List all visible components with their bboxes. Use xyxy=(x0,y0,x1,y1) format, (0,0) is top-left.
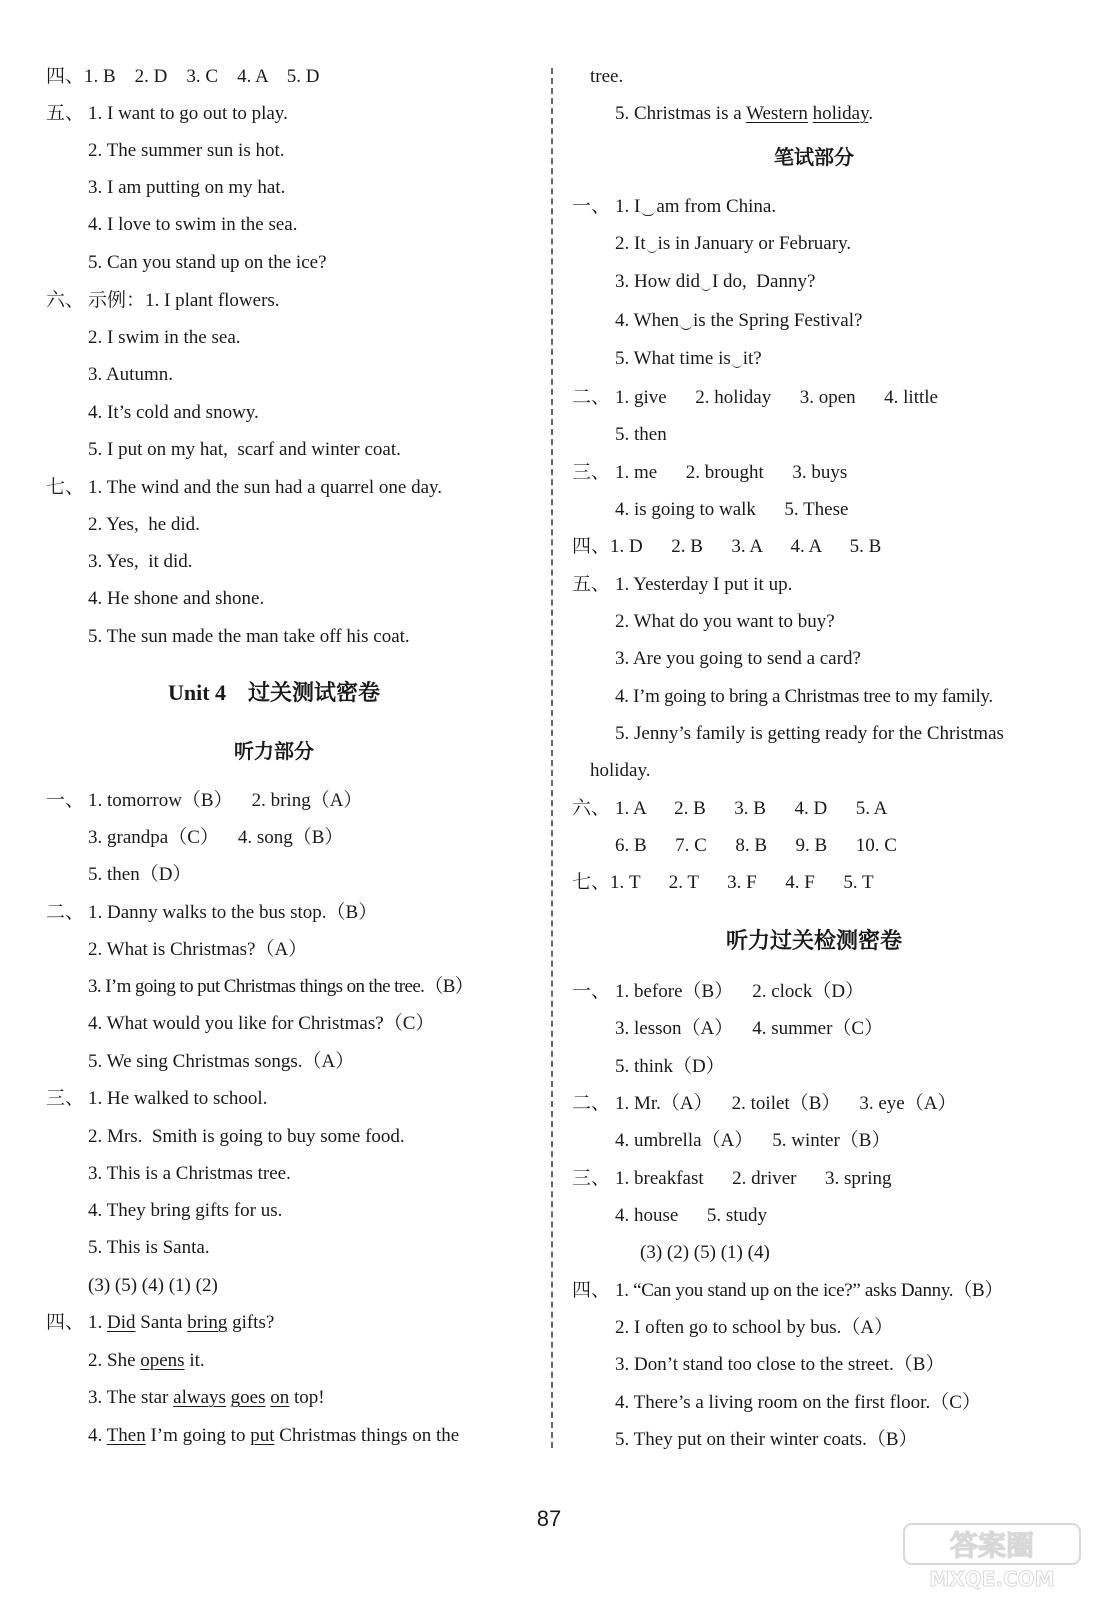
written-5-line: 3. Are you going to send a card? xyxy=(615,648,861,669)
written-5-continued: holiday. xyxy=(590,760,651,781)
listening-3-line: 5. This is Santa. xyxy=(88,1237,210,1258)
section-7-item: 4. He shone and shone. xyxy=(88,588,265,609)
written-2-line: 5. then xyxy=(615,424,667,445)
test-3-order: (3) (2) (5) (1) (4) xyxy=(640,1242,770,1263)
liaison-mark xyxy=(647,247,657,253)
test-1-line: 3. lesson（A） 4. summer（C） xyxy=(615,1018,884,1039)
listening-2-label: 二、 xyxy=(46,902,85,923)
listening-1-line: 5. then（D） xyxy=(88,864,192,885)
section-5-label: 五、 xyxy=(46,103,85,124)
listening-4-q3: 3. The star always goes on top! xyxy=(88,1387,325,1408)
underlined-word: always xyxy=(173,1387,226,1408)
written-1-q3: 3. How did I do, Danny? xyxy=(615,271,816,292)
underlined-word: holiday xyxy=(812,103,869,124)
test-1-line: 5. think（D） xyxy=(615,1056,725,1077)
underlined-word: on xyxy=(270,1387,290,1408)
section-5-item: 5. Can you stand up on the ice? xyxy=(88,252,327,273)
written-3-label: 三、 xyxy=(572,462,611,483)
test-3-label: 三、 xyxy=(572,1168,611,1189)
section-7-label: 七、 xyxy=(46,477,85,498)
listening-heading: 听力部分 xyxy=(234,741,314,763)
continued-tree: tree. xyxy=(590,66,624,87)
listening-2-line: 2. What is Christmas?（A） xyxy=(88,939,308,960)
section-7-item: 5. The sun made the man take off his coat. xyxy=(88,626,410,647)
written-heading: 笔试部分 xyxy=(774,147,854,169)
listening-4-q2: 2. She opens it. xyxy=(88,1350,205,1371)
written-5-line: 1. Yesterday I put it up. xyxy=(615,574,793,595)
section-7-item: 2. Yes, he did. xyxy=(88,514,200,535)
written-5-line: 2. What do you want to buy? xyxy=(615,611,835,632)
watermark-text: 答案圈 xyxy=(949,1529,1035,1562)
written-1-q2: 2. It is in January or February. xyxy=(615,233,852,254)
listening-2-line: 4. What would you like for Christmas?（C） xyxy=(88,1013,435,1034)
listening-4-q4: 4. Then I’m going to put Christmas things on the xyxy=(88,1425,460,1446)
test-4-label: 四、 xyxy=(572,1280,611,1301)
underlined-word: bring xyxy=(187,1312,228,1333)
written-1-q1: 1. I am from China. xyxy=(615,196,777,217)
listening-1-label: 一、 xyxy=(46,790,85,811)
test-1-label: 一、 xyxy=(572,981,611,1002)
liaison-mark xyxy=(732,362,742,368)
column-divider xyxy=(551,68,553,1448)
page-number: 87 xyxy=(536,1506,562,1531)
test-2-line: 1. Mr.（A） 2. toilet（B） 3. eye（A） xyxy=(615,1093,957,1114)
section-5-item: 3. I am putting on my hat. xyxy=(88,177,286,198)
written-2-line: 1. give 2. holiday 3. open 4. little xyxy=(615,387,938,408)
written-5-line: 4. I’m going to bring a Christmas tree to my family. xyxy=(615,686,993,707)
test-4-line: 3. Don’t stand too close to the street.（B） xyxy=(615,1354,945,1375)
written-3-line: 4. is going to walk 5. These xyxy=(615,499,849,520)
test-3-line: 4. house 5. study xyxy=(615,1205,767,1226)
watermark-logo xyxy=(902,1520,1082,1592)
written-1-label: 一、 xyxy=(572,196,611,217)
written-1-q4: 4. When is the Spring Festival? xyxy=(615,310,863,331)
test-3-line: 1. breakfast 2. driver 3. spring xyxy=(615,1168,892,1189)
listening-3-order: (3) (5) (4) (1) (2) xyxy=(88,1275,218,1296)
listening-2-line: 3. I’m going to put Christmas things on the tree.（B） xyxy=(88,976,474,997)
listening-3-line: 2. Mrs. Smith is going to buy some food. xyxy=(88,1126,405,1147)
test-2-label: 二、 xyxy=(572,1093,611,1114)
section-6-label: 六、 xyxy=(46,290,85,311)
unit-4-title: Unit 4 过关测试密卷 xyxy=(167,680,381,705)
section-6-item: 4. It’s cold and snowy. xyxy=(88,402,259,423)
listening-test-title: 听力过关检测密卷 xyxy=(725,928,902,953)
underlined-word: put xyxy=(250,1425,275,1446)
listening-1-line: 3. grandpa（C） 4. song（B） xyxy=(88,827,344,848)
listening-3-label: 三、 xyxy=(46,1088,85,1109)
section-5-item: 4. I love to swim in the sea. xyxy=(88,214,298,235)
written-7-answers: 七、1. T 2. T 3. F 4. F 5. T xyxy=(572,872,874,893)
test-4-line: 1. “Can you stand up on the ice?” asks Danny.（B） xyxy=(615,1280,1004,1301)
listening-3-line: 1. He walked to school. xyxy=(88,1088,268,1109)
section-4-answers: 四、1. B 2. D 3. C 4. A 5. D xyxy=(46,66,320,87)
written-4-answers: 四、1. D 2. B 3. A 4. A 5. B xyxy=(572,536,882,557)
continued-item-5: 5. Christmas is a Western holiday. xyxy=(615,103,874,124)
liaison-mark xyxy=(641,210,655,216)
written-6-line: 1. A 2. B 3. B 4. D 5. A xyxy=(615,798,888,819)
section-6-item: 5. I put on my hat, scarf and winter coat. xyxy=(88,439,401,460)
written-2-label: 二、 xyxy=(572,387,611,408)
test-1-line: 1. before（B） 2. clock（D） xyxy=(615,981,865,1002)
underlined-word: goes xyxy=(230,1387,266,1408)
section-5-item: 2. The summer sun is hot. xyxy=(88,140,285,161)
listening-2-line: 1. Danny walks to the bus stop.（B） xyxy=(88,902,378,923)
written-6-label: 六、 xyxy=(572,798,611,819)
underlined-word: Western xyxy=(746,103,808,124)
section-7-item: 1. The wind and the sun had a quarrel one day. xyxy=(88,477,443,498)
watermark-url: MXQE.COM xyxy=(929,1567,1055,1591)
test-4-line: 2. I often go to school by bus.（A） xyxy=(615,1317,894,1338)
underlined-word: Did xyxy=(107,1312,136,1333)
written-5-label: 五、 xyxy=(572,574,611,595)
liaison-mark xyxy=(680,324,692,330)
section-7-item: 3. Yes, it did. xyxy=(88,551,193,572)
listening-4-label: 四、 xyxy=(46,1312,85,1333)
underlined-word: Then xyxy=(106,1425,146,1446)
test-4-line: 4. There’s a living room on the first floor.（C） xyxy=(615,1392,981,1413)
listening-2-line: 5. We sing Christmas songs.（A） xyxy=(88,1051,355,1072)
listening-3-line: 4. They bring gifts for us. xyxy=(88,1200,283,1221)
section-6-item: 3. Autumn. xyxy=(88,364,173,385)
section-5-item: 1. I want to go out to play. xyxy=(88,103,288,124)
underlined-word: opens xyxy=(140,1350,185,1371)
test-2-line: 4. umbrella（A） 5. winter（B） xyxy=(615,1130,891,1151)
written-6-line: 6. B 7. C 8. B 9. B 10. C xyxy=(615,835,897,856)
written-1-q5: 5. What time is it? xyxy=(615,348,762,369)
listening-1-line: 1. tomorrow（B） 2. bring（A） xyxy=(88,790,363,811)
listening-3-line: 3. This is a Christmas tree. xyxy=(88,1163,291,1184)
written-3-line: 1. me 2. brought 3. buys xyxy=(615,462,848,483)
section-6-example: 示例：1. I plant flowers. xyxy=(88,290,280,311)
written-5-line: 5. Jenny’s family is getting ready for the Christmas xyxy=(615,723,1004,744)
liaison-mark xyxy=(701,285,711,291)
test-4-line: 5. They put on their winter coats.（B） xyxy=(615,1429,918,1450)
listening-4-q1: 1. Did Santa bring gifts? xyxy=(88,1312,275,1333)
section-6-item: 2. I swim in the sea. xyxy=(88,327,241,348)
